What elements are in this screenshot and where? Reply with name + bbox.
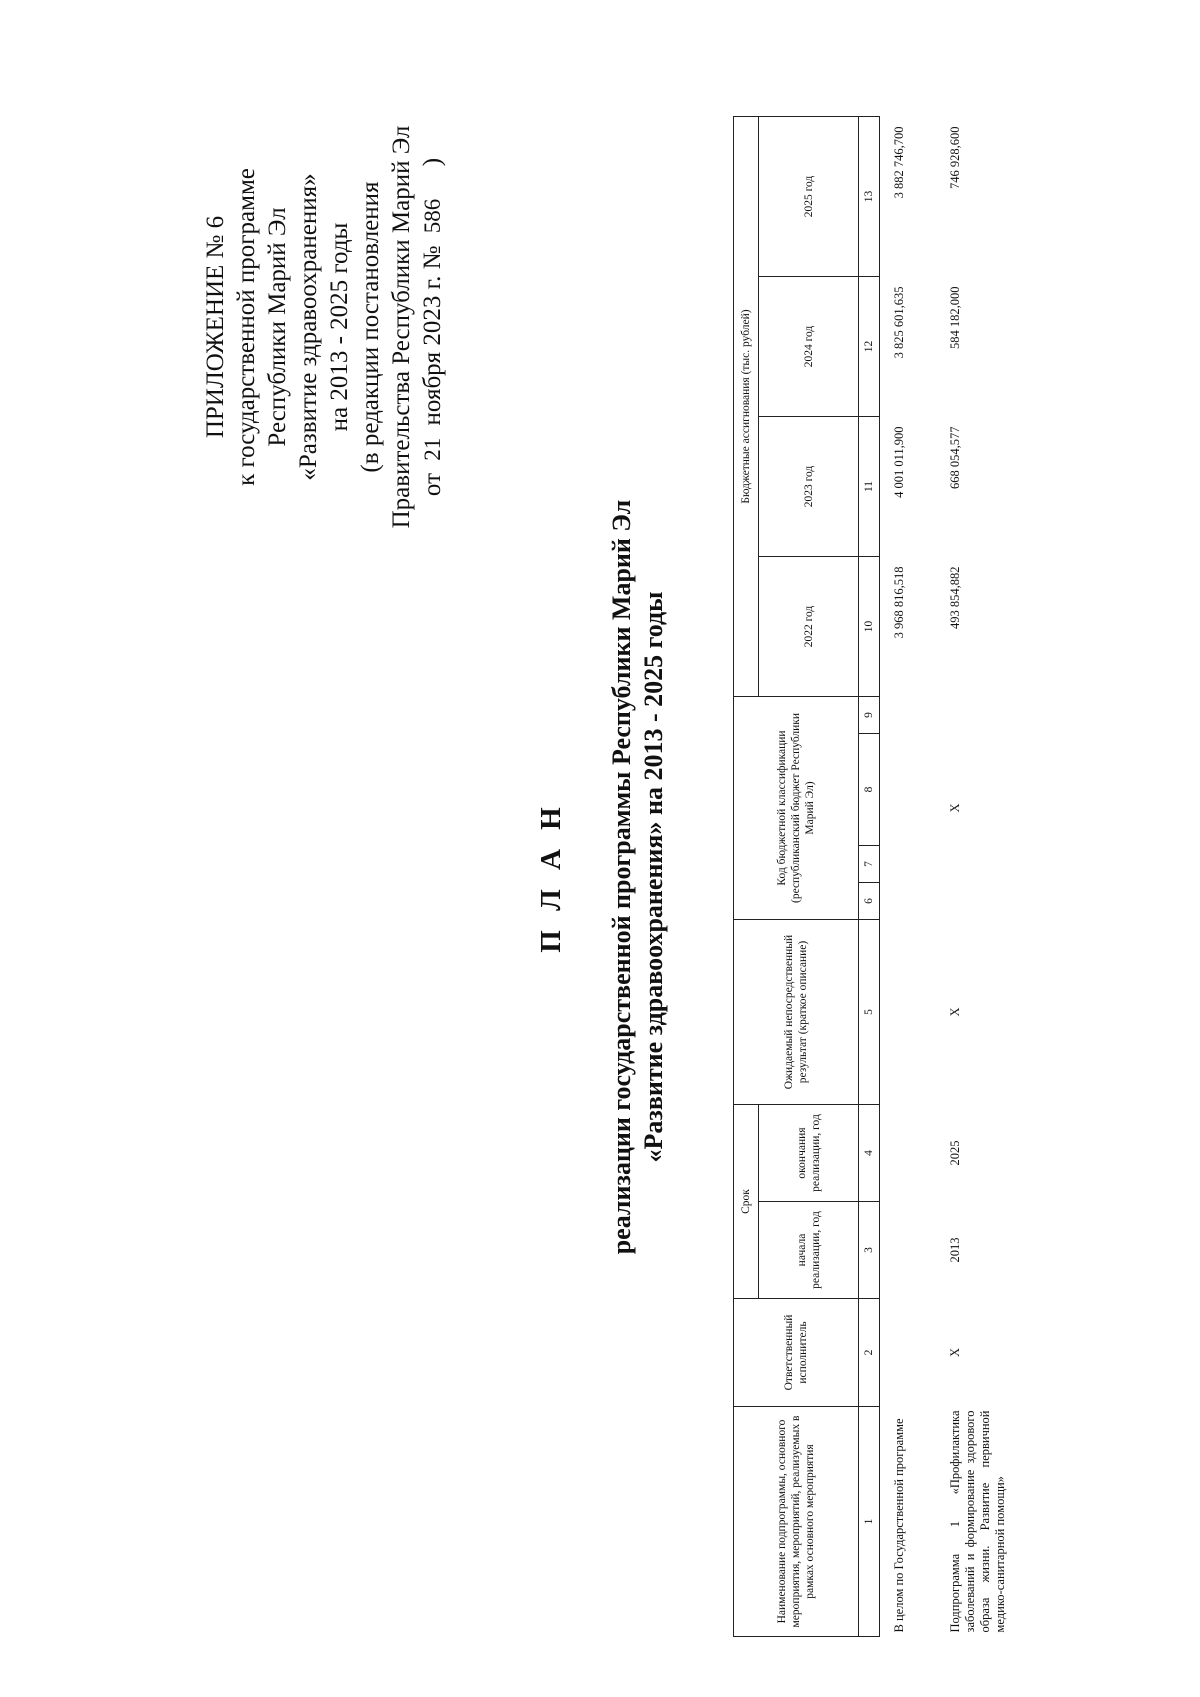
date-day: 21 <box>420 437 445 461</box>
column-number: 8 <box>859 734 880 846</box>
header-year-2025: 2025 год <box>759 117 859 277</box>
title-subtitle-2: «Развитие здравоохранения» на 2013 - 2025 годы <box>639 591 668 1163</box>
header-executor: Ответственный исполнитель <box>734 1299 859 1407</box>
row-name: В целом по Государственной программе <box>892 1418 906 1633</box>
column-number: 3 <box>859 1202 880 1299</box>
column-number: 5 <box>859 920 880 1105</box>
approval-line: «Развитие здравоохранения» <box>295 173 322 481</box>
row-budget-code <box>880 697 941 920</box>
appendix-number: ПРИЛОЖЕНИЕ № 6 <box>202 215 229 439</box>
column-number: 1 <box>859 1407 880 1637</box>
column-number: 10 <box>859 557 880 697</box>
column-number: 7 <box>859 846 880 883</box>
column-number: 4 <box>859 1105 880 1202</box>
plan-table <box>733 116 1008 1637</box>
header-allocations: Бюджетные ассигнования (тыс. рублей) <box>734 117 759 697</box>
row-amount-2024: 3 825 601,635 <box>892 286 906 359</box>
row-budget-code: Х <box>948 803 962 813</box>
header-term-end: окончания реализации, год <box>759 1105 859 1202</box>
header-result: Ожидаемый непосредственный результат (краткое описание) <box>734 920 859 1105</box>
row-amount-2024: 584 182,000 <box>948 286 962 349</box>
column-number: 12 <box>859 277 880 417</box>
document-title <box>535 97 670 1657</box>
date-prefix: от <box>419 472 446 497</box>
column-number-row <box>859 117 880 1637</box>
row-amount-2023: 668 054,577 <box>948 426 962 489</box>
approval-line: на 2013 - 2025 годы <box>326 222 353 432</box>
header-term: Срок <box>734 1105 759 1299</box>
title-plan: П Л А Н <box>535 801 567 953</box>
approval-line: к государственной программе <box>233 168 260 486</box>
date-suffix: ) <box>419 157 446 167</box>
column-number: 2 <box>859 1299 880 1407</box>
row-amount-2023: 4 001 011,900 <box>892 426 906 498</box>
column-number: 9 <box>859 697 880 734</box>
approval-line: (в редакции постановления <box>357 181 384 473</box>
title-subtitle-1: реализации государственной программы Республики Марий Эл <box>607 499 636 1255</box>
header-budget-code: Код бюджетной классификации (республиканский бюджет Республики Марий Эл) <box>734 697 859 920</box>
table-row <box>940 117 1008 1637</box>
row-amount-2025: 746 928,600 <box>948 126 962 189</box>
row-executor: Х <box>948 1347 962 1358</box>
row-start-year: 2013 <box>948 1237 962 1263</box>
header-name: Наименование подпрограммы, основного мероприятия, мероприятий, реализуемых в рамках основного мероприятия <box>734 1407 859 1637</box>
approval-date-line <box>417 117 448 537</box>
row-executor <box>880 1299 941 1407</box>
header-year-2024: 2024 год <box>759 277 859 417</box>
date-middle: ноября 2023 г. № <box>419 245 446 426</box>
row-start-year <box>880 1202 941 1299</box>
row-result: Х <box>948 1007 962 1017</box>
table-row <box>880 117 941 1637</box>
row-amount-2025: 3 882 746,700 <box>892 126 906 199</box>
approval-block <box>200 117 448 537</box>
column-number: 6 <box>859 883 880 920</box>
row-amount-2022: 493 854,882 <box>948 566 962 629</box>
approval-line: Правительства Республики Марий Эл <box>388 125 415 529</box>
column-number: 13 <box>859 117 880 277</box>
row-end-year <box>880 1105 941 1202</box>
approval-line: Республики Марий Эл <box>264 207 291 447</box>
row-end-year: 2025 <box>948 1140 962 1166</box>
header-year-2023: 2023 год <box>759 417 859 557</box>
header-term-start: начала реализации, год <box>759 1202 859 1299</box>
row-result <box>880 920 941 1105</box>
column-number: 11 <box>859 417 880 557</box>
header-year-2022: 2022 год <box>759 557 859 697</box>
row-amount-2022: 3 968 816,518 <box>892 566 906 639</box>
row-name: Подпрограмма 1 «Профилактика заболеваний и формирование здорового образа жизни. Развитие первичной медико-санитарной помощи» <box>948 1410 1007 1633</box>
decree-number: 586 <box>420 198 445 234</box>
